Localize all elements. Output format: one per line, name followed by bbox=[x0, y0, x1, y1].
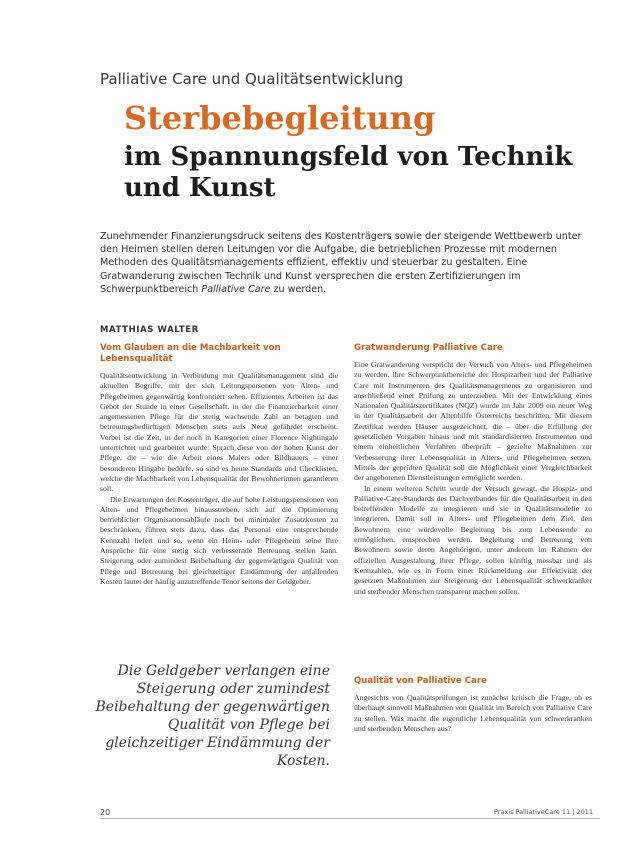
column-left bbox=[100, 343, 338, 587]
column-right bbox=[354, 343, 592, 597]
section-heading: Gratwanderung Palliative Care bbox=[354, 343, 503, 353]
column-right-second bbox=[354, 676, 592, 734]
body-paragraph: In einem weiteren Schritt wurde der Versuch gewagt, die Hospiz- und Palliative-Care-Standards des Dachverbandes für die Qualitätsarbeit in den betreffenden Modelle zu integrieren und sie in Qualitätsmodelle zu integrieren. Damit soll in Alters- und Pflegeheimen dem Ziel, den Bewohnern eine würdevolle Begleitung bis zum Lebensende zu ermöglichen, entsprochen werden. Begleitung und Betreuung von Bewohnern sowie deren Angehörigen, unter anderem im Rahmen der offiziellen Ausgestaltung ihrer Pflege, sollen künftig messbar und als Kennzahlen, wie es in Form einer Rückmeldung zur Effektivität der gesetzten Maßnahmen zur Steigerung der Lebensqualität schwerkranker und sterbender Menschen transparent machen sollen. bbox=[354, 483, 592, 596]
article-lead bbox=[100, 230, 600, 296]
body-paragraph: Eine Gratwanderung verspricht der Versuch von Alters- und Pflegeheimen zu werden, ihre Schwerpunktbereiche der Hospizarbeit und der Palliative Care mit Instrumenten des Qualitätsmanagements zu organisieren und anschließend einer Prüfung zu unterziehen. Mit der Entwicklung eines Nationalen Qualitätszertifikates (NQZ) wurde im Jahr 2009 ein neuer Weg in der Qualitätsarbeit der Altenhilfe Österreichs beschritten. Mit diesem Zertifikat werden Häuser ausgezeichnet, die – über die Erfüllung der gesetzlichen Vorgaben hinaus und mit standardisierten Instrumenten und einem einheitlichen Verfahren überprüft – gezielte Maßnahmen zur Verbesserung ihrer Lebensqualität in Alters- und Pflegeheimen setzen. Mittels der geprüften Qualität soll die Möglichkeit einer Vergleichbarkeit der angebotenen Dienstleistungen ermöglicht werden. bbox=[354, 360, 592, 483]
section-heading: Vom Glauben an die Machbarkeit von Lebensqualität bbox=[100, 343, 281, 364]
pull-quote: Die Geldgeber verlangen eine Steigerung oder zumindest Beibehaltung der gegenwärtigen Qualität von Pflege bei gleichzeitiger Eindämmung der Kosten. bbox=[95, 663, 330, 769]
lead-accent: Palliative Care bbox=[201, 283, 271, 295]
footer-divider bbox=[100, 818, 600, 819]
footer-source: Praxis PalliativeCare 11 | 2011 bbox=[493, 808, 593, 816]
lead-text-1: Zunehmender Finanzierungsdruck seitens des Kostenträgers sowie der steigende Wettbewerb unter den Heimen stellen deren Leitungen vor die Aufgabe, die betrieblichen Prozesse mit modernen Methoden des Qualitätsmanagements effizient, effektiv und steuerbar zu gestalten. Eine Gratwanderung zwischen Technik und Kunst versprechen die ersten Zertifizierungen im Schwerpunktbereich bbox=[100, 231, 582, 295]
article-title: Sterbebegleitung bbox=[124, 99, 436, 137]
page-number: 20 bbox=[100, 808, 111, 817]
body-paragraph: Die Erwartungen der Kostenträger, die auf hohe Leistungspensionen von Alten- und Pflegeheimen hinausstreben, sich auf die Optimierung betrieblicher Organisationsabläufe noch bei minimaler Zusatzkosten zu beschränken, führen stets dazu, dass das Personal eine entsprechende Kennzahl liefert und so, wenn ein Heim- oder Pflegeheim seine Ihre Ansprüche für eine stetig sich verbessernde Betreuung stellen kann. Steigerung oder zumindest Beibehaltung der gegenwärtigen Qualität von Pflege und Betreuung bei gleichzeitiger Eindämmung der anfallenden Kosten lautet der häufig anzutreffende Tenor seitens der Geldgeber. bbox=[100, 494, 338, 586]
article-subtitle: im Spannungsfeld von Technik und Kunst bbox=[124, 142, 573, 203]
section-heading: Qualität von Palliative Care bbox=[354, 676, 487, 686]
lead-text-2: zu werden. bbox=[270, 283, 327, 295]
article-kicker: Palliative Care und Qualitätsentwicklung bbox=[100, 70, 404, 88]
body-paragraph: Angesichts von Qualitätsprüfungen ist zunächst kritisch die Frage, ob es überhaupt sinnvoll Maßnahmen von Qualität im Bereich von Palliative Care zu stellen. Was macht die eigentliche Lebensqualität von schwerkranken und sterbenden Menschen aus? bbox=[354, 693, 592, 733]
author-name: MATTHIAS WALTER bbox=[100, 325, 199, 335]
body-paragraph: Qualitätsentwicklung in Verbindung mit Qualitätsmanagement sind die aktuellen Begriffe, mit der sich Leitungspersonen von Alten- und Pflegeheimen gegenwärtig konfrontiert sehen. Effizientes Arbeiten ist das Gebot der Stunde in einer Gesellschaft, in der die Finanzierbarkeit einer angemessenen Pflege für die stetig wachsende Zahl an betagten und betreuungsbedürftigen Menschen stets aufs Neue gefährdet erscheint. Vorbei ist die Zeit, in der noch in Kategorien einer Florence Nightingale unterrichtet und gearbeitet wurde: Sprach diese von der hohen Kunst der Pflege, die – wie die Arbeit eines Malers oder Bildhauers – einer besonderen Hingabe bedürfe, so sind es heute Standards und Checklisten, welche die Machbarkeit von Lebensqualität der Bewohnerinnen garantieren soll. bbox=[100, 371, 338, 494]
